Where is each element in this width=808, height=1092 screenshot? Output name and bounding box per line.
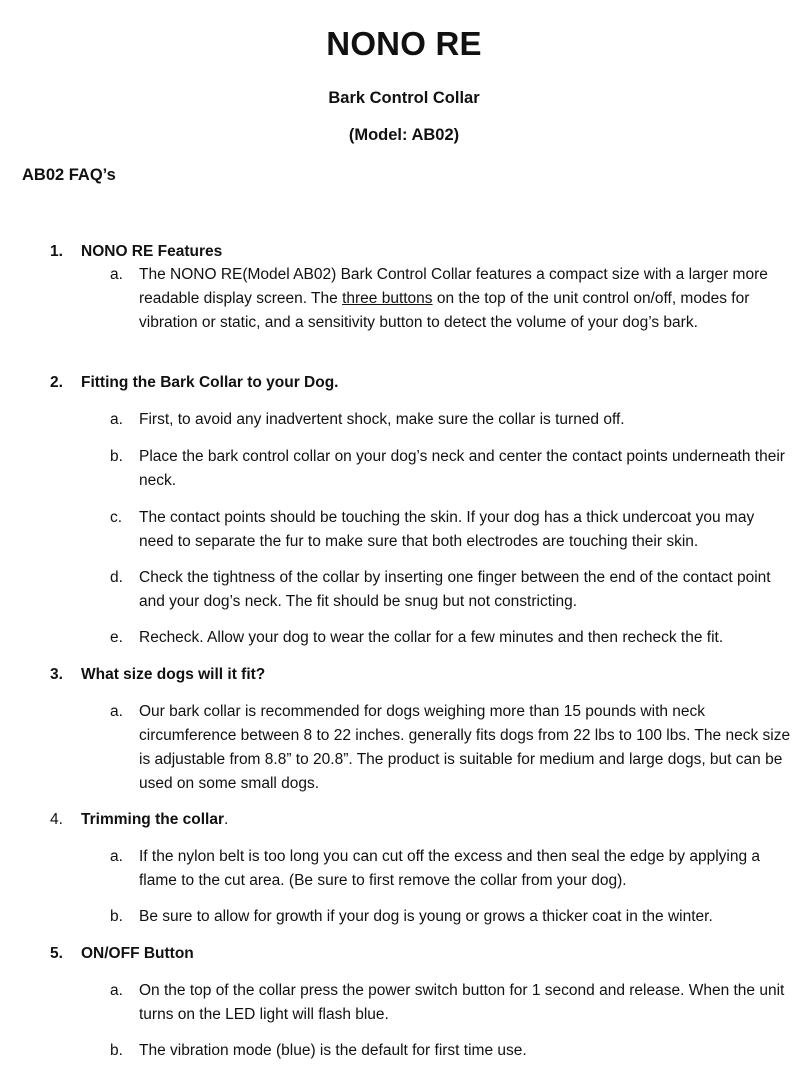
item-letter: d.	[110, 569, 123, 586]
item-letter: b.	[110, 448, 123, 465]
item-letter: a.	[110, 848, 123, 865]
three-buttons-link[interactable]: three buttons	[342, 290, 433, 307]
item-letter: e.	[110, 629, 123, 646]
item-text-part: on the top of the unit control on/off, modes for vibration or static, and a sensitivity button to detect the volume of your dog’s bark.	[139, 290, 750, 331]
item-text: First, to avoid any inadvertent shock, make sure the collar is turned off.	[139, 411, 625, 428]
section-number: 2.	[50, 374, 63, 391]
item-text: Our bark collar is recommended for dogs weighing more than 15 pounds with neck circumference between 8 to 22 inches. generally fits dogs from 22 lbs to 100 lbs. The neck size is adjustable from 8.8” to 20.8”. The product is suitable for medium and large dogs, but can be used on some small dogs.	[139, 703, 791, 792]
item-letter: a.	[110, 703, 123, 720]
section-title: NONO RE Features	[81, 243, 223, 260]
item-letter: b.	[110, 1042, 123, 1059]
section-title: What size dogs will it fit?	[81, 666, 266, 683]
item-text: If the nylon belt is too long you can cut off the excess and then seal the edge by applying a flame to the cut area. (Be sure to first remove the collar from your dog).	[139, 848, 760, 889]
section-title-tail: .	[223, 811, 229, 828]
item-text: Place the bark control collar on your dog’s neck and center the contact points underneath their neck.	[139, 448, 785, 489]
faq-heading: AB02 FAQ’s	[22, 166, 116, 184]
item-letter: a.	[110, 266, 123, 283]
section-title-text: Trimming the collar	[81, 811, 224, 828]
item-text: The vibration mode (blue) is the default for first time use.	[139, 1042, 527, 1059]
item-text: Be sure to allow for growth if your dog is young or grows a thicker coat in the winter.	[139, 908, 713, 925]
document-title: NONO RE	[326, 25, 482, 62]
item-letter: a.	[110, 411, 123, 428]
item-text: Recheck. Allow your dog to wear the collar for a few minutes and then recheck the fit.	[139, 629, 724, 646]
item-text: Check the tightness of the collar by inserting one finger between the end of the contact point and your dog’s neck. The fit should be snug but not constricting.	[139, 569, 771, 610]
item-text: The contact points should be touching the skin. If your dog has a thick undercoat you may need to separate the fur to make sure that both electrodes are touching their skin.	[139, 509, 755, 550]
item-text-part: The NONO RE(Model AB02) Bark Control Collar features a compact size with a larger more readable display screen. The	[139, 266, 768, 307]
item-text	[139, 263, 791, 335]
section-number: 3.	[50, 666, 63, 683]
section-title: Fitting the Bark Collar to your Dog.	[81, 374, 339, 391]
item-text: On the top of the collar press the power switch button for 1 second and release. When the unit turns on the LED light will flash blue.	[139, 982, 785, 1023]
item-letter: a.	[110, 982, 123, 999]
model-label: (Model: AB02)	[348, 126, 460, 144]
document-subtitle: Bark Control Collar	[328, 89, 480, 107]
section-title	[81, 808, 228, 832]
section-number: 5.	[50, 945, 63, 962]
item-letter: b.	[110, 908, 123, 925]
section-title: ON/OFF Button	[81, 945, 194, 962]
section-number: 4.	[50, 811, 63, 828]
item-letter: c.	[110, 509, 123, 526]
section-number: 1.	[50, 243, 63, 260]
